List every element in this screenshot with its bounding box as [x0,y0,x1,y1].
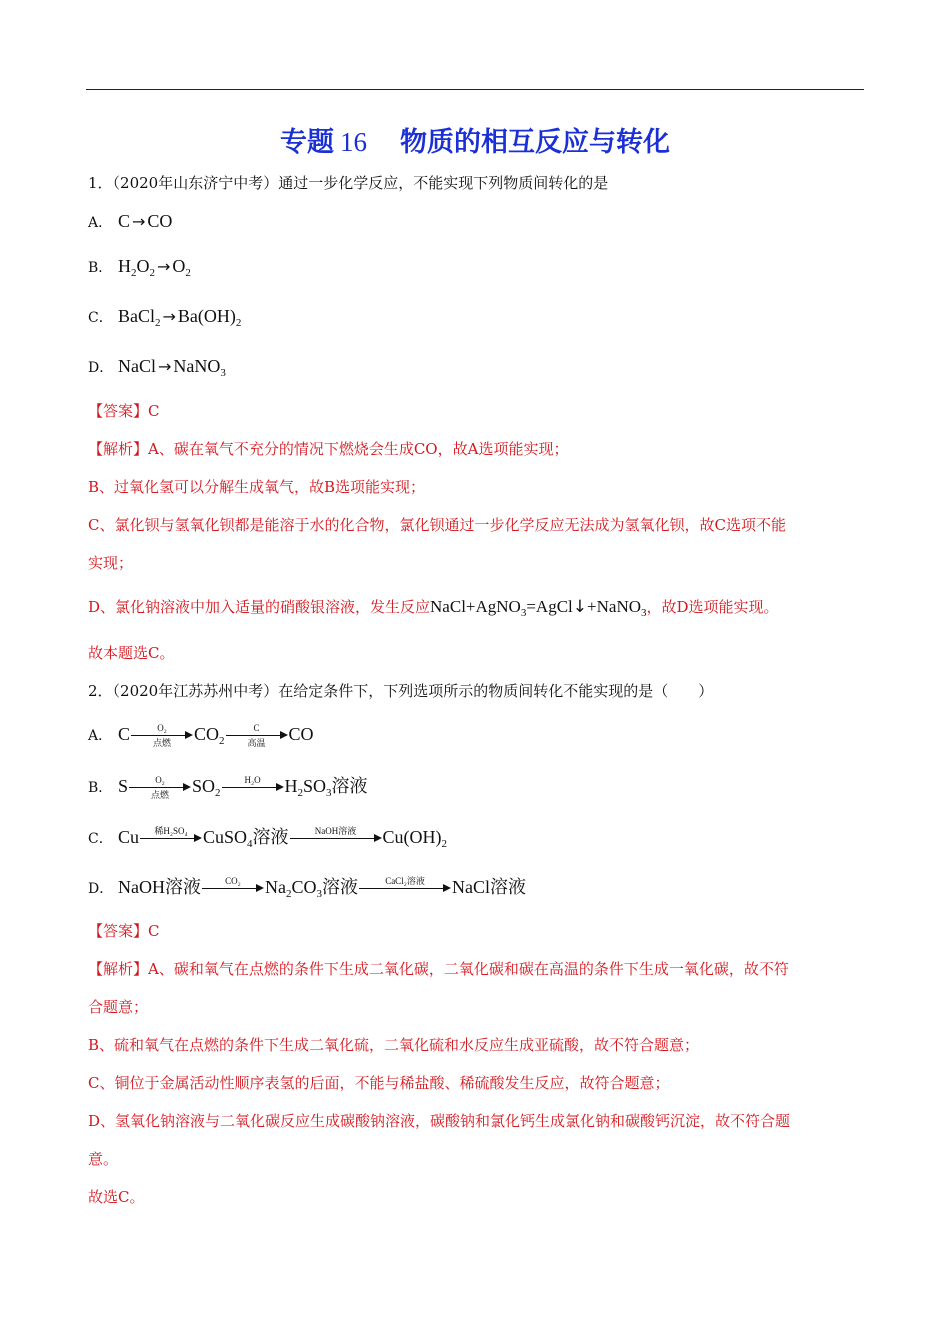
q2-option-a[interactable]: A． C O₂ 点燃 $CO_2$ C 高温 CO [88,723,314,748]
q2-stem: 2．（2020年江苏苏州中考）在给定条件下，下列选项所示的物质间转化不能实现的是（ ） [88,682,714,700]
q1-analysis-line: 实现； [88,554,134,572]
reaction-arrow: CaCl₂溶液 [359,876,451,902]
q1-option-c[interactable]: C． BaCl$_2$ → $Ba(OH)_2$ [88,306,242,329]
header-rule [86,89,864,90]
page-title: 专题 16 物质的相互反应与转化 [280,127,670,158]
q1-analysis-line: 故本题选C。 [88,644,175,662]
q2-analysis-line: C、铜位于金属活动性顺序表氢的后面，不能与稀盐酸、稀硫酸发生反应，故符合题意； [88,1074,670,1092]
q2-analysis-line: D、氢氧化钠溶液与二氧化碳反应生成碳酸钠溶液，碳酸钠和氯化钙生成氯化钠和碳酸钙沉淀，故不符合题 [88,1112,791,1130]
reaction-arrow: O₂ 点燃 [129,775,191,801]
reaction-arrow: 稀H₂SO₄ [140,826,202,852]
q2-analysis-line: 故选C。 [88,1188,145,1206]
q2-option-b[interactable]: B． S O₂ 点燃 $SO_2$ H₂O $H_2SO_3$溶液 [88,775,368,800]
q2-option-d[interactable]: D． NaOH溶液 CO₂ $Na_2CO_3$溶液 CaCl₂溶液 NaCl溶液 [88,876,527,900]
q1-option-d[interactable]: D． NaCl → NaNO$_3$ [88,356,226,379]
reaction-arrow: O₂ 点燃 [131,723,193,749]
reaction-arrow: C 高温 [226,723,288,749]
q2-analysis-line: 合题意； [88,998,149,1016]
q1-stem: 1．（2020年山东济宁中考）通过一步化学反应，不能实现下列物质间转化的是 [88,174,609,192]
q1-analysis-line: C、氯化钡与氢氧化钡都是能溶于水的化合物，氯化钡通过一步化学反应无法成为氢氧化钡，故C选项不能 [88,516,786,534]
reaction-arrow: H₂O [222,775,284,801]
q1-analysis-line: D、氯化钠溶液中加入适量的硝酸银溶液，发生反应NaCl+AgNO$_3$=AgCl↓+NaNO$_3$，故D选项能实现。 [88,597,779,619]
q1-analysis-line: 【解析】A、碳在氧气不充分的情况下燃烧会生成CO，故A选项能实现； [88,440,569,458]
q2-answer: 【答案】C [88,922,160,940]
q1-analysis-line: B、过氧化氢可以分解生成氧气，故B选项能实现； [88,478,426,496]
q1-option-a[interactable]: A． C → CO [88,211,173,231]
q2-analysis-line: 意。 [88,1150,119,1168]
q2-analysis-line: B、硫和氧气在点燃的条件下生成二氧化硫，二氧化硫和水反应生成亚硫酸，故不符合题意； [88,1036,700,1054]
q1-answer: 【答案】C [88,402,160,420]
reaction-arrow: CO₂ [202,876,264,902]
q2-option-c[interactable]: C． Cu 稀H₂SO₄ CuSO$_4$溶液 NaOH溶液 $Cu(OH)_2$ [88,826,448,850]
reaction-arrow: NaOH溶液 [290,826,382,852]
q1-option-b[interactable]: B． $H_2O_2 \to O_2$ [88,256,191,279]
q2-analysis-line: 【解析】A、碳和氧气在点燃的条件下生成二氧化碳，二氧化碳和碳在高温的条件下生成一氧化碳，故不符 [88,960,789,978]
